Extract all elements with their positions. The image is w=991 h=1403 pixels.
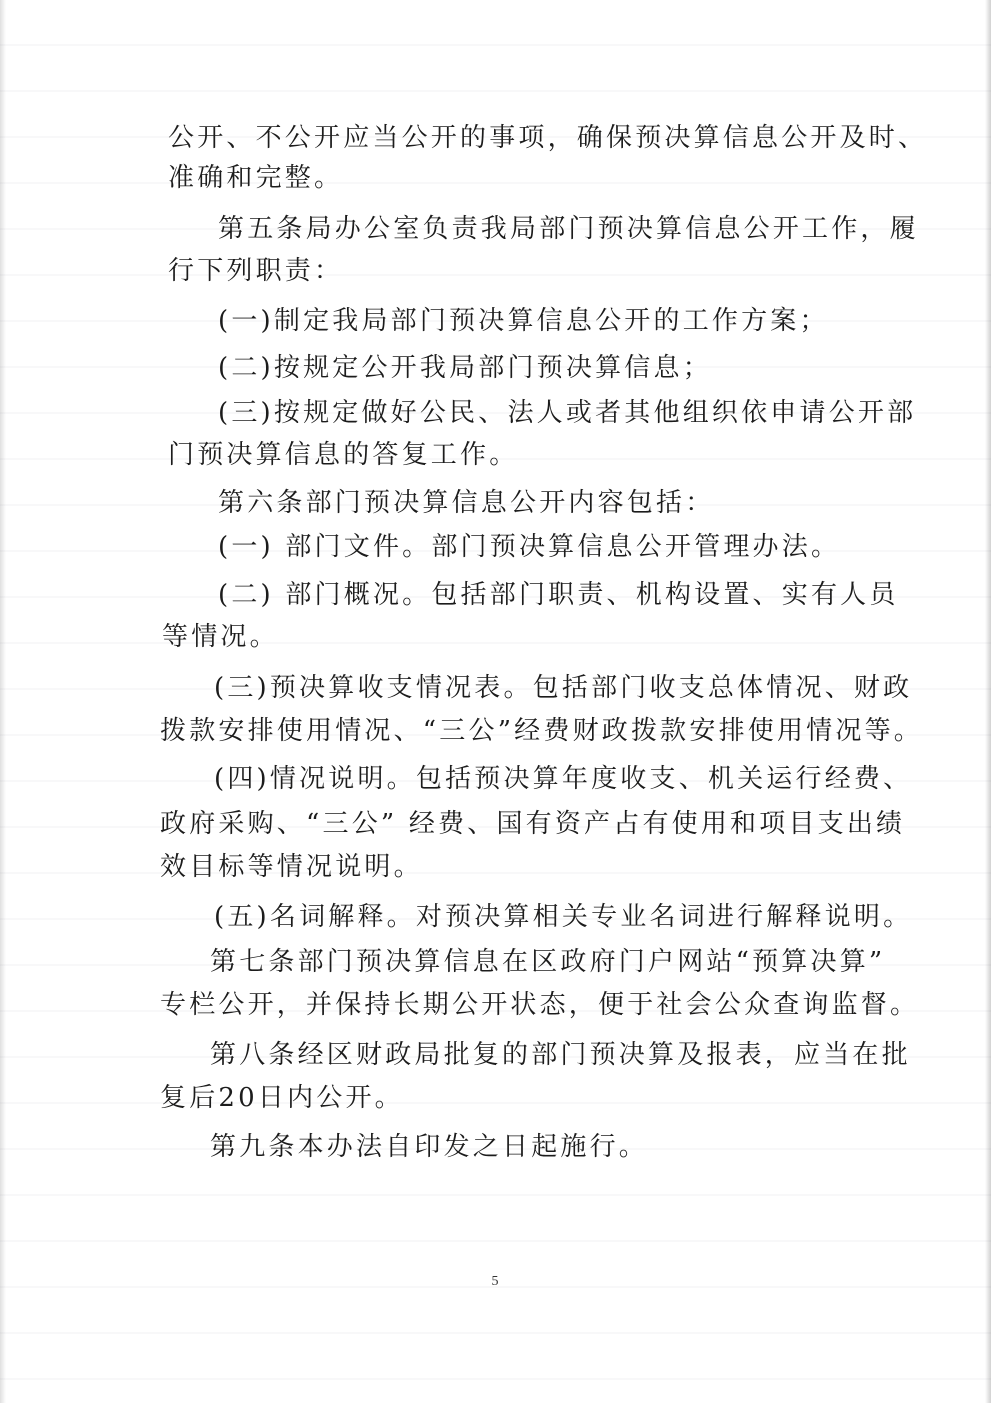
text-line: 门预决算信息的答复工作。: [168, 440, 519, 470]
article-8-heading: 第八条经区财政局批复的部门预决算及报表，应当在批: [210, 1040, 911, 1070]
text-line: 专栏公开，并保持长期公开状态，便于社会公众查询监督。: [160, 990, 920, 1020]
list-item: (五)名词解释。对预决算相关专业名词进行解释说明。: [214, 902, 913, 932]
text-line: 等情况。: [162, 622, 279, 652]
text-line: 复后20日内公开。: [160, 1083, 404, 1113]
list-item: (四)情况说明。包括预决算年度收支、机关运行经费、: [214, 764, 913, 794]
scan-edge-left: [0, 0, 6, 1403]
list-item: (一)制定我局部门预决算信息公开的工作方案；: [218, 306, 829, 336]
text-line: 政府采购、“三公” 经费、国有资产占有使用和项目支出绩: [160, 809, 906, 839]
page-number: 5: [491, 1274, 499, 1289]
text-line: 公开、不公开应当公开的事项，确保预决算信息公开及时、: [168, 123, 928, 153]
text-line: 拨款安排使用情况、“三公”经费财政拨款安排使用情况等。: [160, 716, 923, 746]
article-6-heading: 第六条部门预决算信息公开内容包括：: [218, 488, 715, 518]
article-5-heading: 第五条局办公室负责我局部门预决算信息公开工作，履: [218, 214, 919, 244]
text-line: 效目标等情况说明。: [160, 852, 423, 882]
text-line: 行下列职责：: [168, 256, 344, 286]
text-line: 准确和完整。: [168, 163, 344, 193]
list-item: (三)预决算收支情况表。包括部门收支总体情况、财政: [214, 673, 913, 703]
list-item: (二)按规定公开我局部门预决算信息；: [218, 353, 712, 383]
list-item: (二) 部门概况。包括部门职责、机构设置、实有人员: [218, 580, 899, 610]
article-9-heading: 第九条本办法自印发之日起施行。: [210, 1132, 649, 1162]
article-7-heading: 第七条部门预决算信息在区政府门户网站“预算决算”: [210, 947, 886, 977]
list-item: (三)按规定做好公民、法人或者其他组织依申请公开部: [218, 398, 917, 428]
scan-edge-right: [985, 0, 991, 1403]
list-item: (一) 部门文件。部门预决算信息公开管理办法。: [218, 532, 841, 562]
